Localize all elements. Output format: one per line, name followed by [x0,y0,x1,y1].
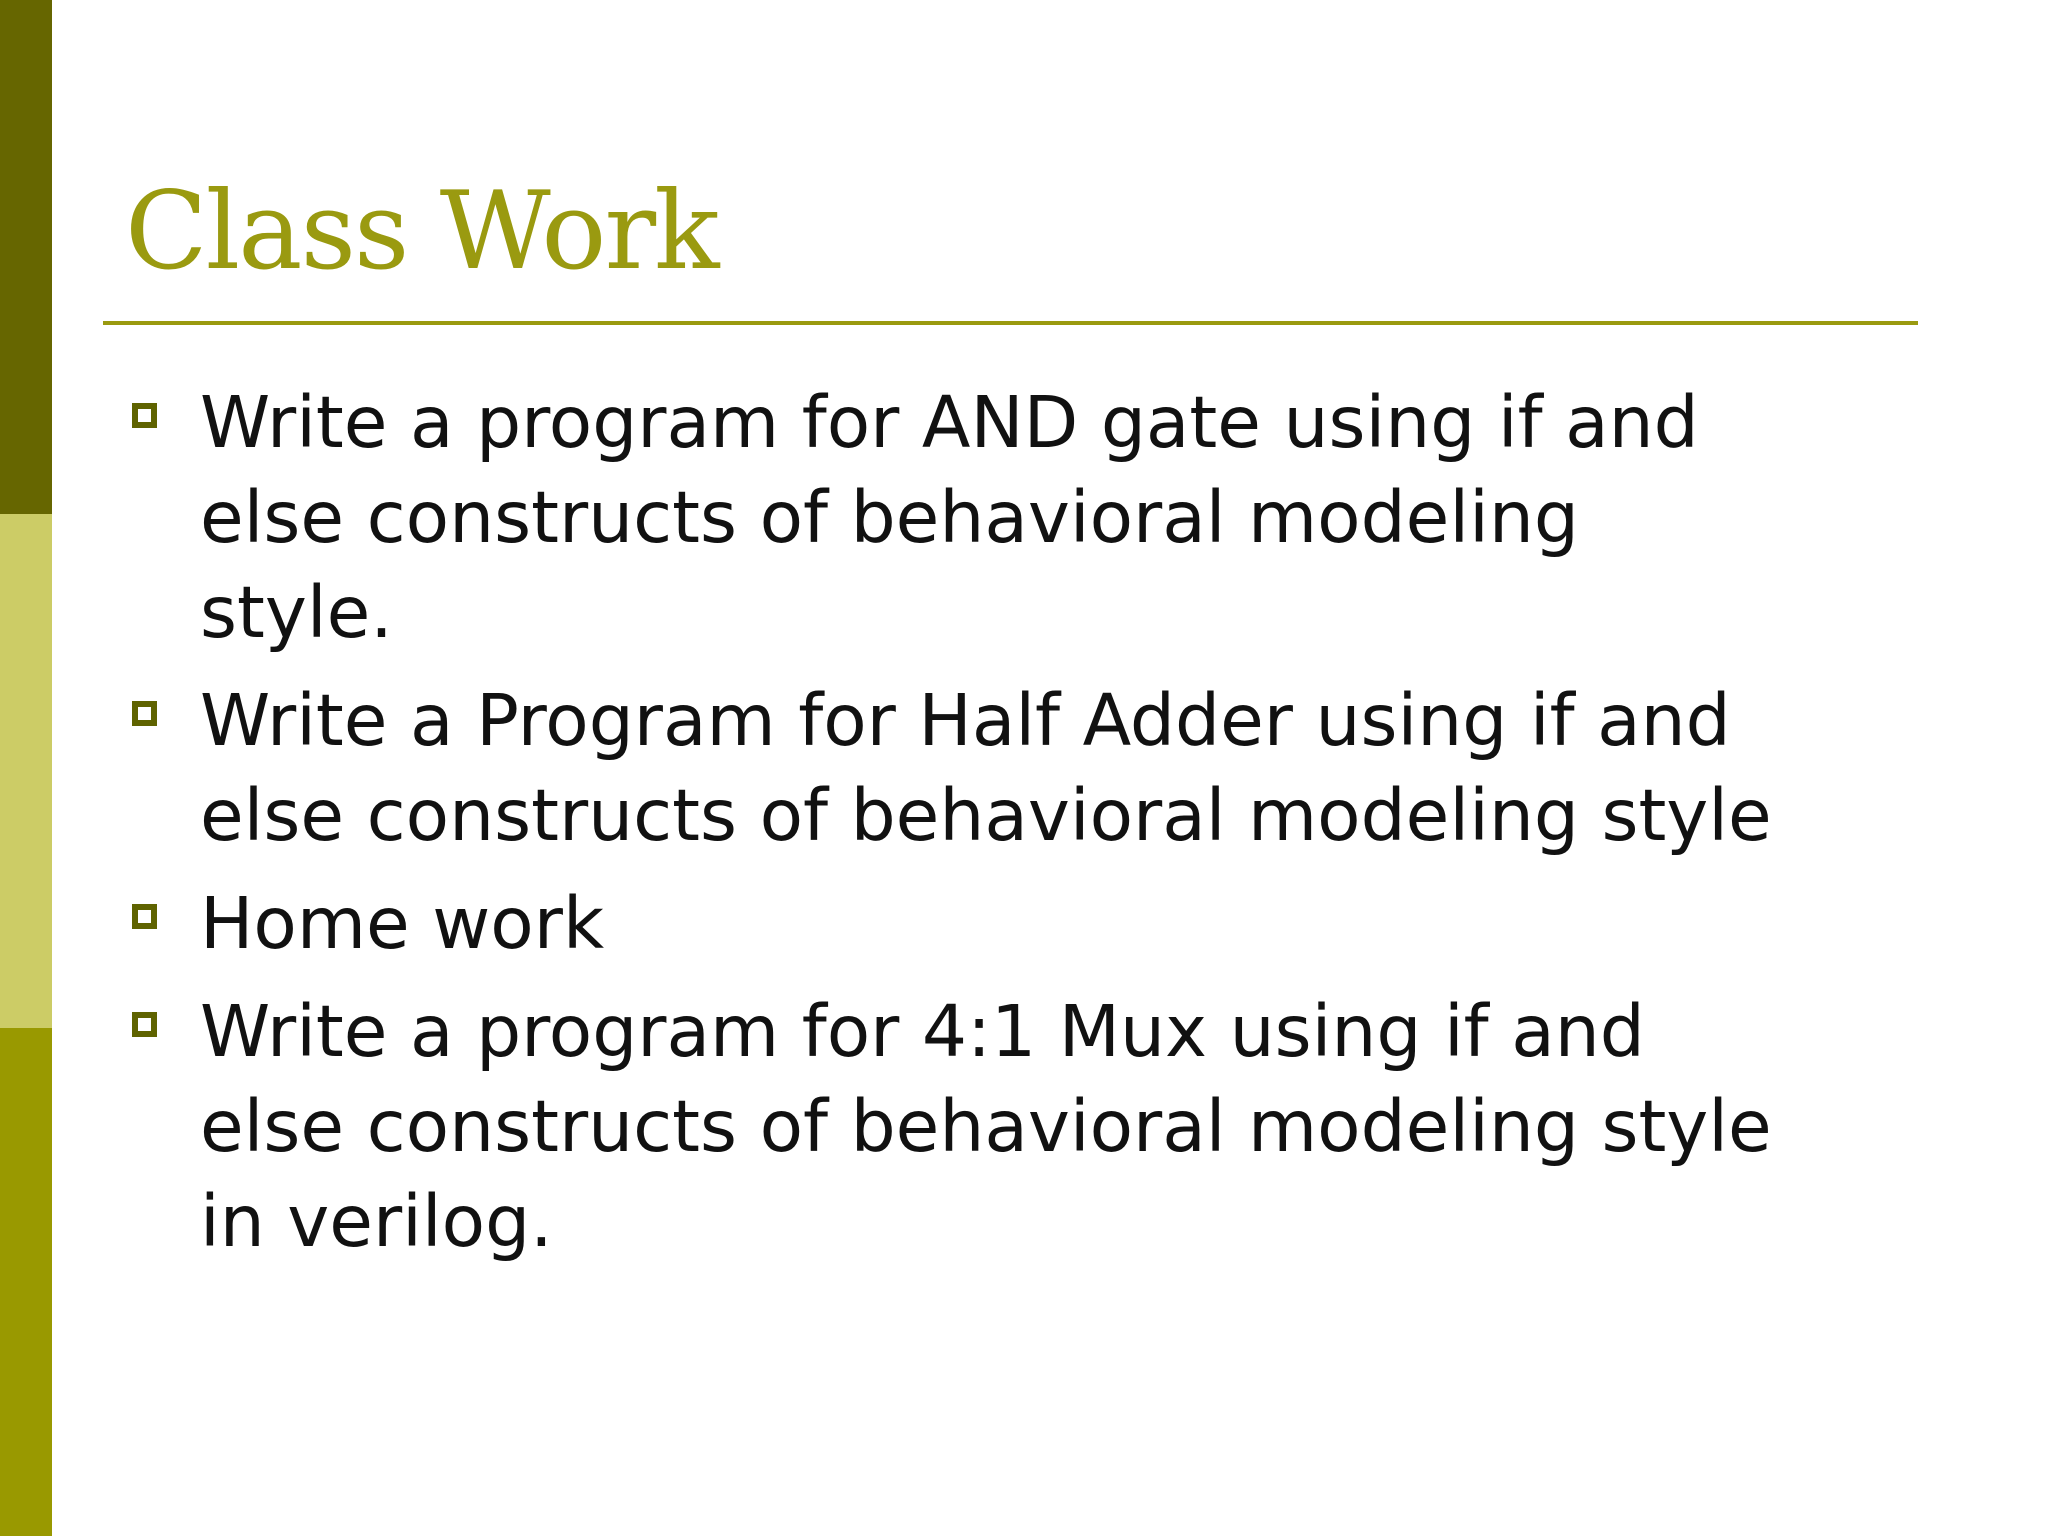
bullet-line: else constructs of behavioral modeling style [200,774,1772,857]
bullet-line: style. [200,571,393,654]
bullet-line: Write a Program for Half Adder using if and [200,679,1731,762]
bullet-item [128,375,1928,660]
sidebar-band-middle [0,514,52,1028]
bullet-line: Home work [200,882,605,965]
bullet-item [128,876,1928,971]
hollow-square-bullet-icon [132,403,157,428]
bullet-line: Write a program for AND gate using if and [200,381,1699,464]
bullet-item [128,984,1928,1269]
bullet-line: in verilog. [200,1180,553,1263]
bullet-line: else constructs of behavioral modeling [200,476,1579,559]
bullet-line: else constructs of behavioral modeling style [200,1085,1772,1168]
slide-title: Class Work [125,169,718,294]
bullet-item [128,673,1928,863]
bullet-list [128,375,1928,1282]
sidebar-band-top [0,0,52,514]
hollow-square-bullet-icon [132,701,157,726]
title-underline [103,321,1918,325]
sidebar-band-bottom [0,1028,52,1536]
bullet-line: Write a program for 4:1 Mux using if and [200,990,1645,1073]
hollow-square-bullet-icon [132,1012,157,1037]
hollow-square-bullet-icon [132,904,157,929]
